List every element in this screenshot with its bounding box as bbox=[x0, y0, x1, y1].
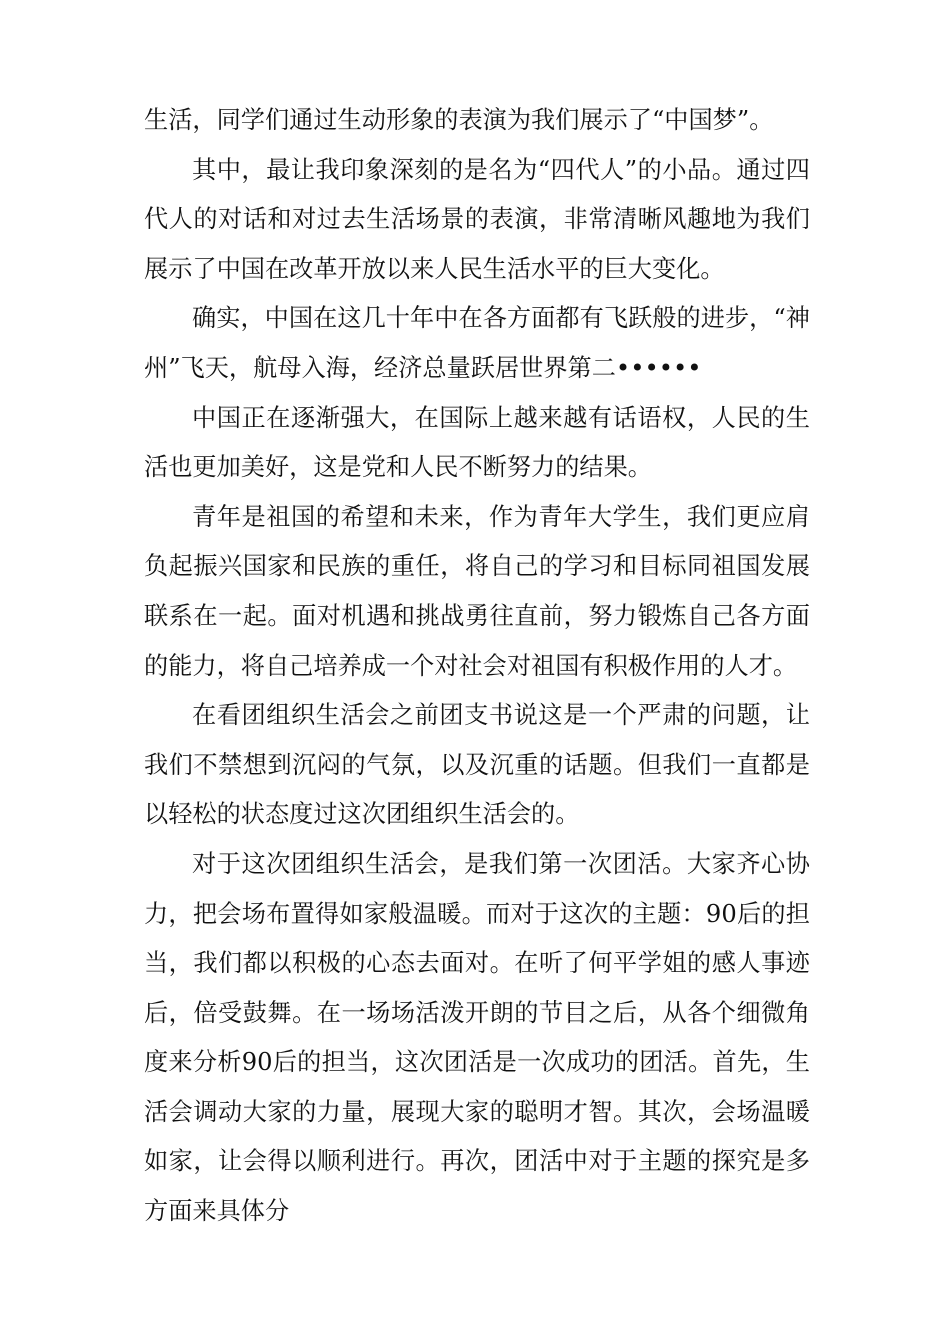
paragraph-2: 其中，最让我印象深刻的是名为“四代人”的小品。通过四代人的对话和对过去生活场景的表演，非常清晰风趣地为我们展示了中国在改革开放以来人民生活水平的巨大变化。 bbox=[144, 155, 810, 283]
paragraph-3: 确实，中国在这几十年中在各方面都有飞跃般的进步，“神州”飞天，航母入海，经济总量跃居世界第二•••••• bbox=[144, 304, 810, 382]
paragraph-4: 中国正在逐渐强大，在国际上越来越有话语权，人民的生活也更加美好，这是党和人民不断努力的结果。 bbox=[144, 403, 810, 482]
document-body bbox=[144, 96, 810, 1237]
paragraph-5: 青年是祖国的希望和未来，作为青年大学生，我们更应肩负起振兴国家和民族的重任，将自己的学习和目标同祖国发展联系在一起。面对机遇和挑战勇往直前，努力锻炼自己各方面的能力，将自己培养成一个对社会对祖国有积极作用的人才。 bbox=[144, 502, 810, 680]
paragraph-6: 在看团组织生活会之前团支书说这是一个严肃的问题，让我们不禁想到沉闷的气氛，以及沉重的话题。但我们一直都是以轻松的状态度过这次团组织生活会的。 bbox=[144, 701, 810, 829]
paragraph-1: 生活，同学们通过生动形象的表演为我们展示了“中国梦”。 bbox=[144, 106, 774, 134]
paragraph-7: 对于这次团组织生活会，是我们第一次团活。大家齐心协力，把会场布置得如家般温暖。而对于这次的主题：90后的担当，我们都以积极的心态去面对。在听了何平学姐的感人事迹后，倍受鼓舞。在一场场活泼开朗的节目之后，从各个细微角度来分析90后的担当，这次团活是一次成功的团活。首先，生活会调动大家的力量，展现大家的聪明才智。其次，会场温暖如家，让会得以顺利进行。再次，团活中对于主题的探究是多方面来具体分 bbox=[144, 849, 810, 1226]
